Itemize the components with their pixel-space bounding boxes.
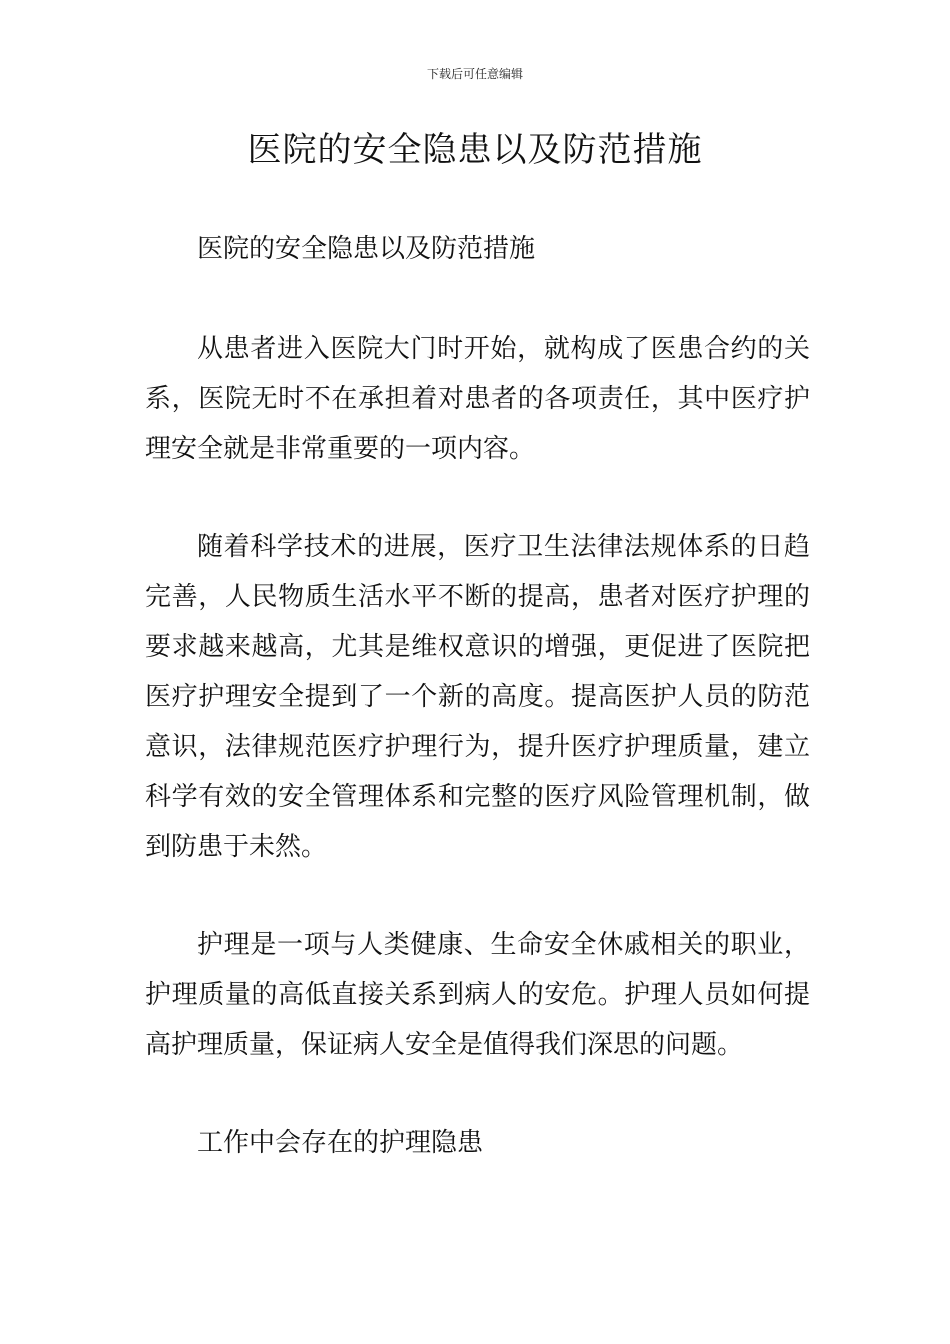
document-title: 医院的安全隐患以及防范措施 <box>247 130 703 170</box>
paragraph-3: 护理是一项与人类健康、生命安全休戚相关的职业，护理质量的高低直接关系到病人的安危。护理人员如何提高护理质量，保证病人安全是值得我们深思的问题。 <box>145 930 810 1060</box>
paragraph-2: 随着科学技术的进展，医疗卫生法律法规体系的日趋完善，人民物质生活水平不断的提高，患者对医疗护理的要求越来越高，尤其是维权意识的增强，更促进了医院把医疗护理安全提到了一个新的高度。提高医护人员的防范意识，法律规范医疗护理行为，提升医疗护理质量，建立科学有效的安全管理体系和完整的医疗风险管理机制，做到防患于未然。 <box>145 532 810 862</box>
section-heading: 工作中会存在的护理隐患 <box>197 1128 484 1158</box>
paragraph-subtitle: 医院的安全隐患以及防范措施 <box>197 234 536 264</box>
paragraph-1: 从患者进入医院大门时开始，就构成了医患合约的关系，医院无时不在承担着对患者的各项责任，其中医疗护理安全就是非常重要的一项内容。 <box>145 334 810 464</box>
header-note: 下载后可任意编辑 <box>426 67 523 81</box>
